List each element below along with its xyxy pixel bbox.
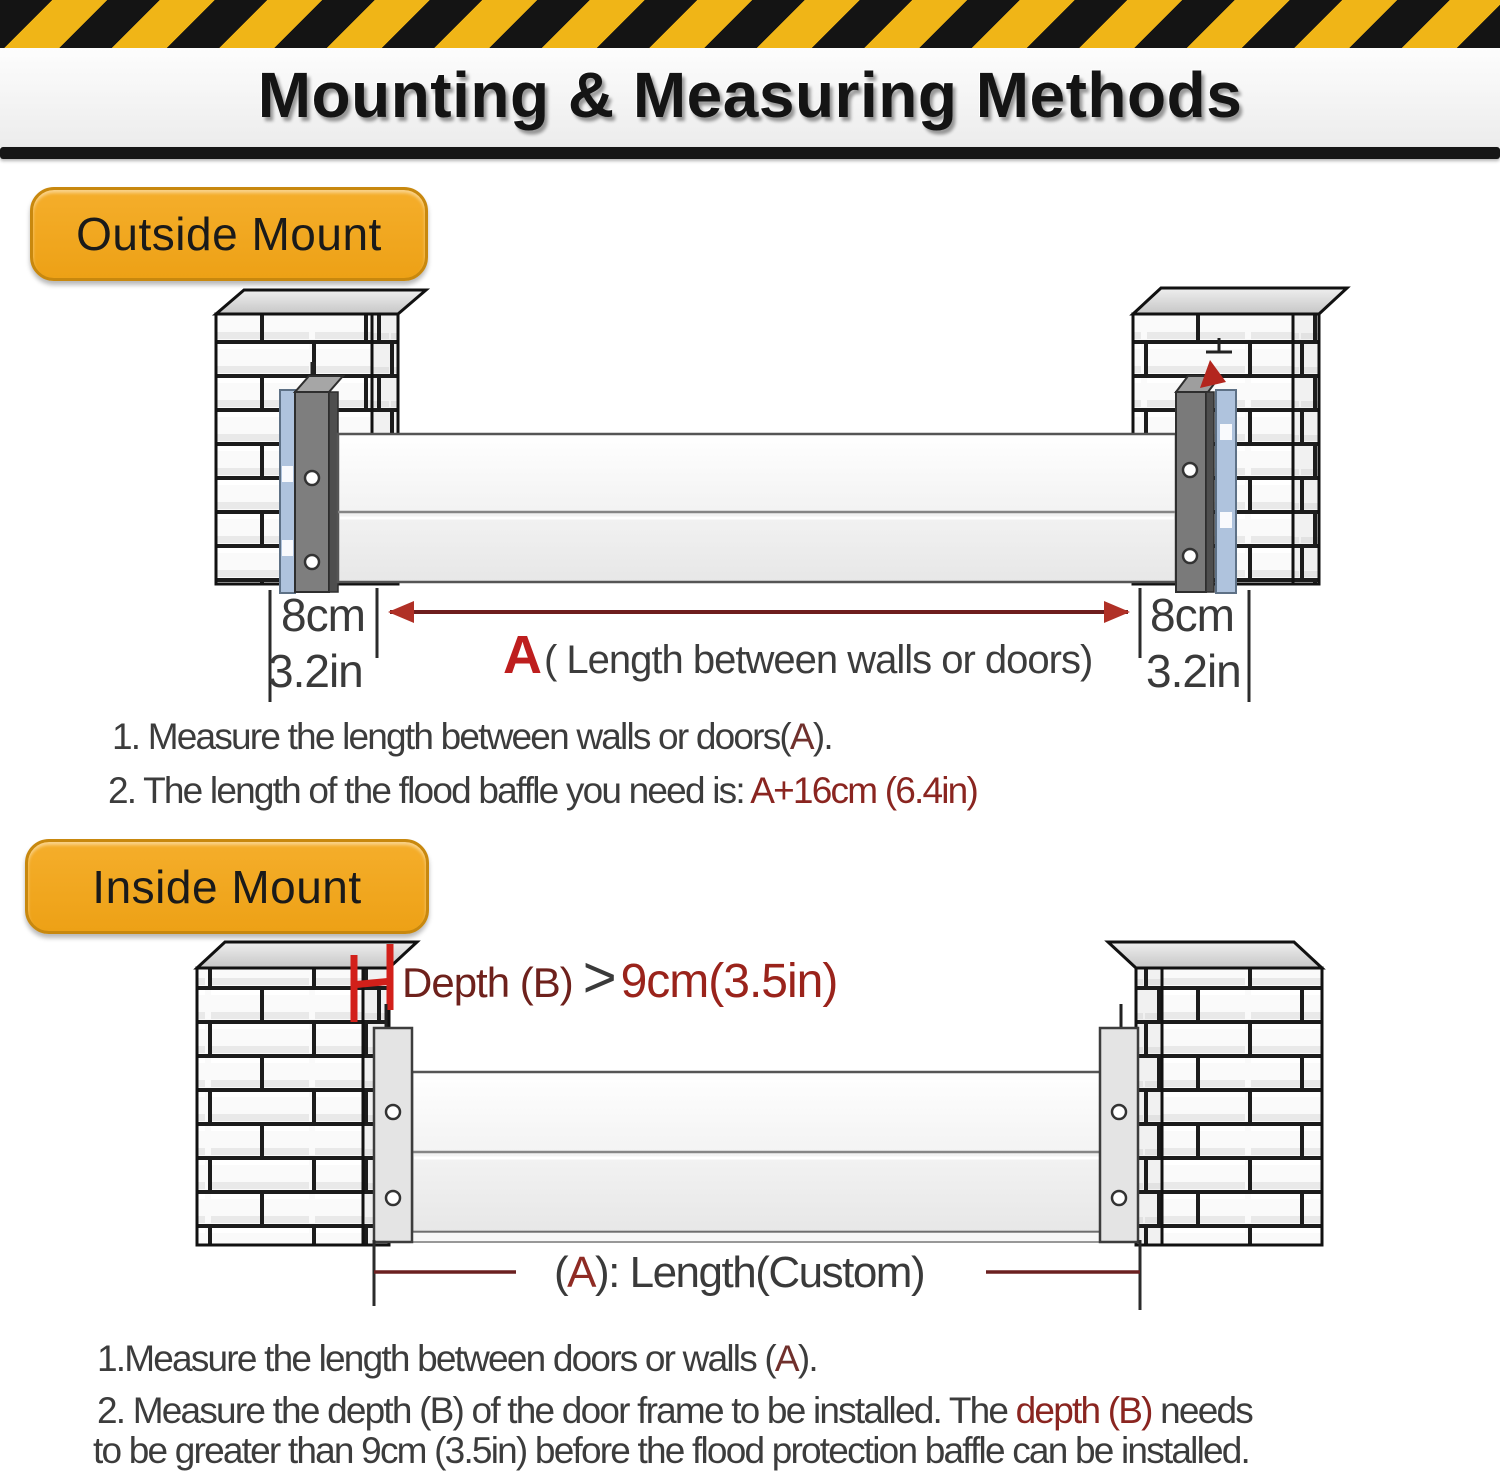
depth-requirement-label xyxy=(402,944,837,1011)
inside-mount-badge xyxy=(25,839,429,934)
inside-left-bracket xyxy=(374,1004,412,1242)
outside-mount-badge-label: Outside Mount xyxy=(76,208,382,260)
left-gap-cm-label: 8cm xyxy=(281,589,365,641)
inside-dimension-label xyxy=(554,1248,924,1298)
right-gap-cm-label: 8cm xyxy=(1150,589,1234,641)
screw-hole xyxy=(386,1191,400,1205)
outside-step-1 xyxy=(112,716,832,758)
screw-hole xyxy=(1183,463,1197,477)
screw-hole xyxy=(1183,549,1197,563)
depth-label: Depth (B) xyxy=(402,959,573,1006)
greater-than-symbol: > xyxy=(582,945,617,1010)
inside-step-2-depth: depth (B) xyxy=(1015,1390,1152,1431)
dimension-caption: ( Length between walls or doors) xyxy=(544,638,1093,682)
inside-dim-open-paren: ( xyxy=(554,1248,568,1297)
inside-mount-badge-label: Inside Mount xyxy=(92,860,362,913)
flood-baffle-outside xyxy=(338,434,1176,582)
outside-right-bracket xyxy=(1176,376,1236,593)
outside-dimension-label xyxy=(503,624,1092,686)
inside-step-2-continued: to be greater than 9cm (3.5in) before the flood protection baffle can be installed. xyxy=(93,1430,1250,1471)
page-title: Mounting & Measuring Methods xyxy=(257,59,1243,131)
inside-right-bracket xyxy=(1100,1004,1138,1242)
dimension-letter-a: A xyxy=(503,625,542,685)
inside-step-1-end: ). xyxy=(797,1338,817,1379)
flood-baffle-inside xyxy=(412,1072,1102,1242)
outside-mount-badge xyxy=(30,187,428,281)
outside-left-bracket xyxy=(280,376,343,593)
inside-step-1-text: 1.Measure the length between doors or walls ( xyxy=(97,1338,775,1379)
screw-hole xyxy=(305,555,319,569)
depth-value: 9cm(3.5in) xyxy=(620,955,838,1008)
left-gap-in-label: 3.2in xyxy=(268,645,363,697)
outside-step-2-formula: A+16cm (6.4in) xyxy=(750,770,977,811)
screw-hole xyxy=(1112,1191,1126,1205)
screw-hole xyxy=(386,1105,400,1119)
right-gap-in-label: 3.2in xyxy=(1146,645,1241,697)
outside-step-1-end: ). xyxy=(812,716,832,757)
outside-step-2-text: 2. The length of the flood baffle you need is: xyxy=(108,770,751,811)
inside-step-2-end: needs xyxy=(1151,1390,1252,1431)
outside-step-1-letter: A xyxy=(789,716,813,757)
inside-dim-caption: ): Length(Custom) xyxy=(595,1248,925,1297)
inside-step-2-text: 2. Measure the depth (B) of the door frame to be installed. The xyxy=(97,1390,1016,1431)
inside-step-1-letter: A xyxy=(774,1338,798,1379)
inside-dim-letter-a: A xyxy=(567,1248,596,1297)
outside-dimension-arrow xyxy=(388,601,1130,623)
inside-step-1 xyxy=(97,1338,817,1380)
inside-right-pillar xyxy=(1108,942,1322,1245)
screw-hole xyxy=(305,471,319,485)
screw-hole xyxy=(1112,1105,1126,1119)
outside-step-2 xyxy=(108,770,977,812)
outside-step-1-text: 1. Measure the length between walls or doors( xyxy=(112,716,790,757)
inside-step-2 xyxy=(97,1390,1252,1432)
